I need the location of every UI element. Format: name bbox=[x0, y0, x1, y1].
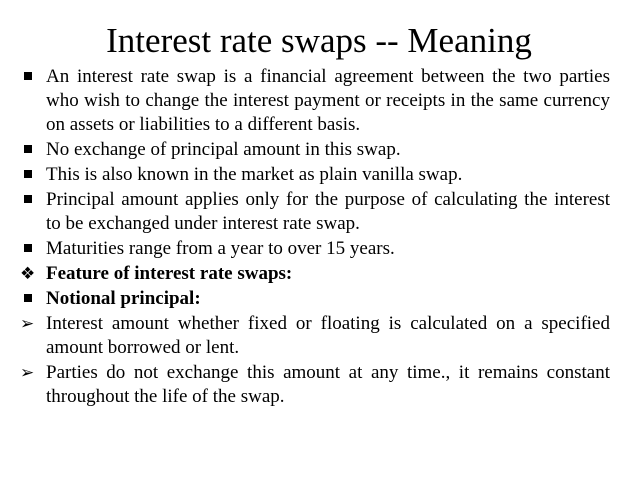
bullet-item bbox=[20, 188, 610, 236]
bullet-item bbox=[20, 163, 610, 187]
bullet-item bbox=[20, 237, 610, 261]
bullet-text: An interest rate swap is a financial agreement between the two parties who wish to change the interest payment or receipts in the same currency on assets or liabilities to a different basis. bbox=[46, 66, 610, 135]
bullet-list bbox=[20, 65, 610, 410]
diamond-bullet-icon: ❖ bbox=[20, 264, 36, 284]
bullet-text: Maturities range from a year to over 15 years. bbox=[46, 238, 395, 259]
bullet-item bbox=[20, 138, 610, 162]
bullet-item bbox=[20, 312, 610, 360]
square-bullet-icon bbox=[20, 188, 46, 203]
arrow-bullet-icon: ➢ bbox=[20, 314, 35, 334]
bullet-text: Parties do not exchange this amount at any time., it remains constant throughout the life of the swap. bbox=[46, 362, 610, 407]
section-heading: Feature of interest rate swaps: bbox=[46, 263, 293, 284]
square-bullet-icon bbox=[20, 287, 46, 302]
bullet-item bbox=[20, 287, 610, 311]
square-bullet-icon bbox=[20, 138, 46, 153]
bullet-item bbox=[20, 65, 610, 137]
arrow-bullet-icon: ➢ bbox=[20, 363, 35, 383]
bullet-item bbox=[20, 262, 610, 286]
square-bullet-icon bbox=[20, 65, 46, 80]
square-bullet-icon bbox=[20, 163, 46, 178]
subsection-heading: Notional principal: bbox=[46, 288, 201, 309]
bullet-text: No exchange of principal amount in this swap. bbox=[46, 139, 401, 160]
slide-title: Interest rate swaps -- Meaning bbox=[106, 21, 532, 60]
bullet-item bbox=[20, 361, 610, 409]
bullet-text: Principal amount applies only for the purpose of calculating the interest to be exchanged under interest rate swap. bbox=[46, 189, 610, 234]
bullet-text: Interest amount whether fixed or floating is calculated on a specified amount borrowed or lent. bbox=[46, 313, 610, 358]
bullet-text: This is also known in the market as plain vanilla swap. bbox=[46, 164, 463, 185]
square-bullet-icon bbox=[20, 237, 46, 252]
